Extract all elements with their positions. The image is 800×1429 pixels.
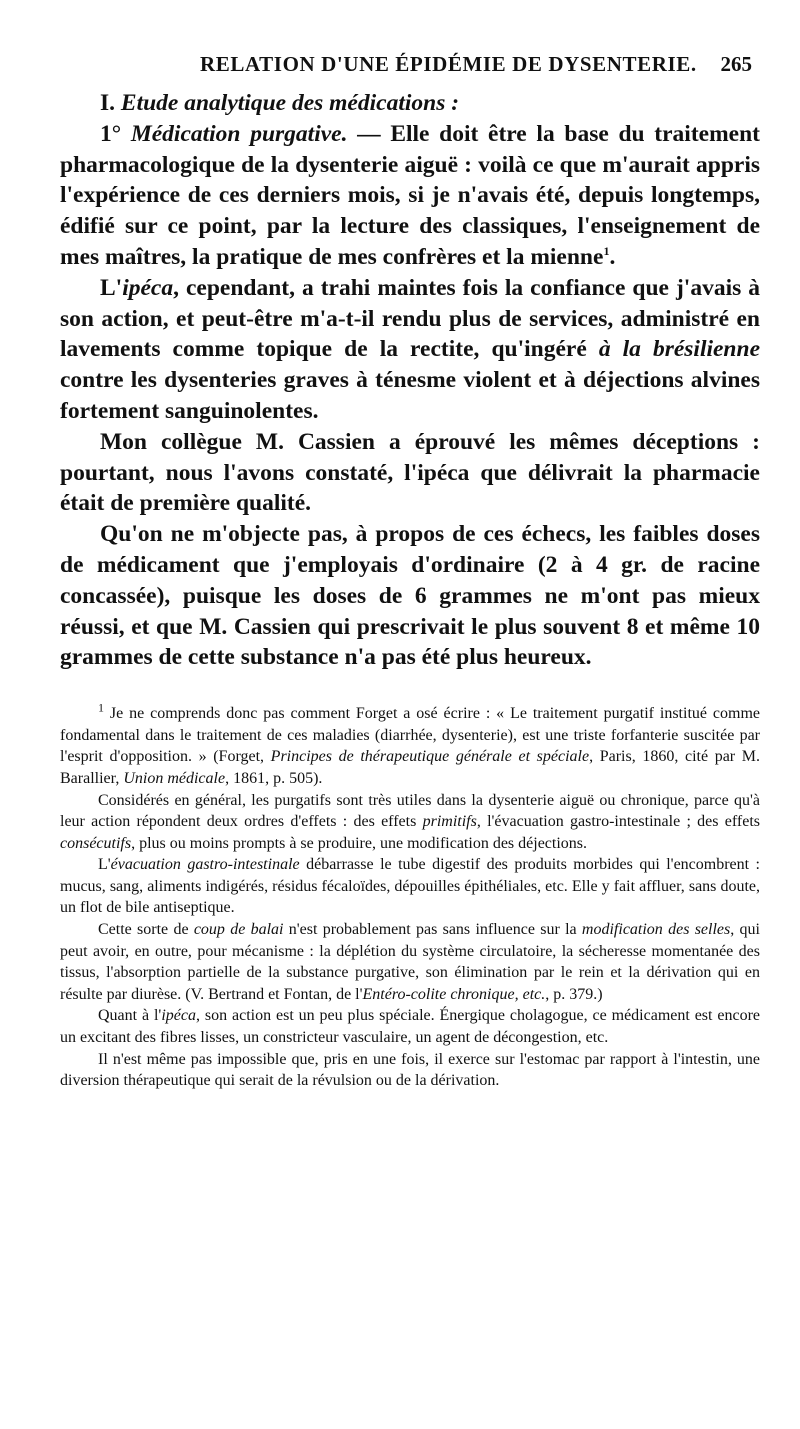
text-run: Considérés en général, les purgatifs sont très utiles dans la dysenterie aiguë ou chronique, parce qu'à leur action répondent deux ordres d'effets : des effets xyxy=(60,791,760,831)
text-run: , plus ou moins prompts à se produire, une modification des déjections. xyxy=(131,834,588,852)
italic-run: ipéca xyxy=(122,274,174,301)
text-run: L' xyxy=(98,856,111,874)
paragraph-end: . xyxy=(609,243,616,270)
italic-run: à la brésilienne xyxy=(598,336,761,363)
paragraph-ipeca xyxy=(60,273,760,427)
footnote-purgatifs xyxy=(60,790,760,855)
main-text xyxy=(60,88,760,673)
italic-run: Principes de thérapeutique générale et spéciale xyxy=(270,748,590,766)
text-run: , p. 379.) xyxy=(545,985,603,1003)
running-title: RELATION D'UNE ÉPIDÉMIE DE DYSENTERIE. xyxy=(200,52,697,76)
text-run: , 1861, p. 505). xyxy=(225,769,323,787)
footnote-ipeca xyxy=(60,1005,760,1048)
paragraph-purgative xyxy=(60,119,760,273)
italic-run: primitifs xyxy=(422,813,477,831)
subsection-title: Médication purgative. xyxy=(130,120,348,147)
text-run: , cependant, a trahi maintes fois la confiance que j'avais à son action, et peut-être m'a-t-il rendu plus de services, administré en lavements comme topique de la rectite, qu'ingéré xyxy=(60,274,760,363)
text-run: L' xyxy=(100,274,123,301)
paragraph-doses: Qu'on ne m'objecte pas, à propos de ces échecs, les faibles doses de médicament que j'employais d'ordinaire (2 à 4 gr. de racine concassée), puisque les doses de 6 grammes ne m'ont pas mieux réussi, et que M. Cassien qui prescrivait le plus souvent 8 et même 10 grammes de cette substance n'a pas été plus heureux. xyxy=(60,521,760,671)
section-heading-title: Etude analytique des médications : xyxy=(120,90,460,116)
footnote-ref: 1 xyxy=(603,244,610,259)
subsection-number: 1° xyxy=(100,120,122,147)
footnote-derivation: Il n'est même pas impossible que, pris en une fois, il exerce sur l'estomac par rapport à l'intestin, une diversion thérapeutique qui serait de la révulsion ou de la dérivation. xyxy=(60,1050,760,1090)
italic-run: Union médicale xyxy=(123,769,226,787)
text-run: débarrasse le tube digestif des produits morbides qui l'encombrent : mucus, sang, aliments indigérés, résidus fécaloïdes, dépouilles épithéliales, etc. Elle y fait affluer, sans doute, un flot de bile antiseptique. xyxy=(60,856,761,917)
section-heading-number: I. xyxy=(100,90,116,116)
footnotes xyxy=(60,700,761,1092)
text-run: , Paris, 1860, cité par M. Barallier, xyxy=(60,748,760,787)
paragraph-text: — Elle doit être la base du traitement pharmacologique de la dysenterie aiguë : voilà ce que m'aurait appris l'expérience de ces derniers mois, si je n'avais été, depuis longtemps, édifié sur ce point, par la lecture des classiques, l'enseignement de mes maîtres, la pratique de mes confrères et la mienne xyxy=(60,120,760,270)
section-heading xyxy=(60,88,760,119)
italic-run: modification des selles xyxy=(581,921,731,939)
footnote-evacuation xyxy=(60,854,760,919)
paragraph-cassien: Mon collègue M. Cassien a éprouvé les mêmes déceptions : pourtant, nous l'avons constaté, l'ipéca que délivrait la pharmacie était de première qualité. xyxy=(60,428,760,517)
footnote-1 xyxy=(60,700,760,789)
page-number: 265 xyxy=(720,52,752,76)
text-run: , qui peut avoir, en outre, pour mécanisme : la déplétion du système circulatoire, la sécheresse momentanée des tissus, l'absorption partielle de la substance purgative, son élimination par le rein et la dérivation qui en résulte par diurèse. (V. Bertrand et Fontan, de l' xyxy=(60,921,760,1003)
text-run: Je ne comprends donc pas comment Forget a osé écrire : « Le traitement purgatif institué comme fondamental dans le traitement de ces maladies (diarrhée, dysenterie), est une triste forfanterie suscitée par l'esprit d'opposition. » (Forget, xyxy=(60,705,760,766)
running-head xyxy=(60,52,760,82)
text-run: Cette sorte de xyxy=(98,921,194,939)
text-run: contre les dysenteries graves à ténesme violent et à déjections alvines fortement sanguinolentes. xyxy=(60,367,760,424)
footnote-coup-de-balai xyxy=(60,919,760,1005)
text-run: n'est probablement pas sans influence sur la xyxy=(283,921,582,939)
italic-run: ipéca xyxy=(161,1007,196,1025)
text-run: Quant à l' xyxy=(98,1007,162,1025)
text-run: , son action est un peu plus spéciale. Énergique cholagogue, ce médicament est encore un excitant des fibres lisses, un constricteur vasculaire, un agent de décongestion, etc. xyxy=(60,1007,761,1047)
footnote-number: 1 xyxy=(98,700,104,715)
italic-run: Entéro-colite chronique, etc. xyxy=(362,985,546,1003)
italic-run: coup de balai xyxy=(193,921,284,939)
italic-run: évacuation gastro-intestinale xyxy=(110,856,300,874)
text-run: , l'évacuation gastro-intestinale ; des effets xyxy=(476,813,761,831)
italic-run: consécutifs xyxy=(60,834,132,852)
